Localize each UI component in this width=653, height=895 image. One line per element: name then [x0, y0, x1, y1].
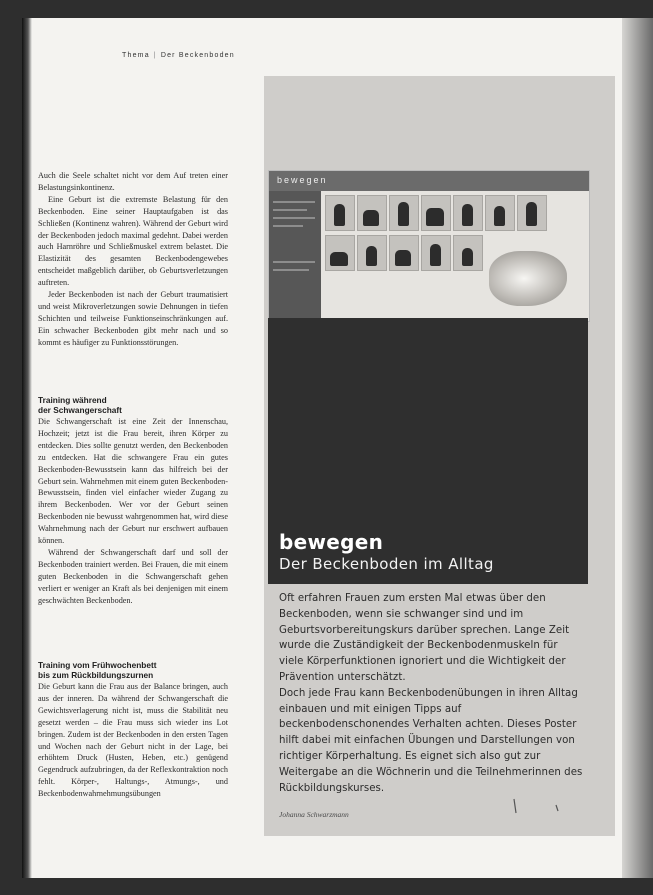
poster-text-line: [273, 225, 303, 227]
exercise-figure: [517, 195, 547, 231]
poster-sidebar: [269, 191, 321, 321]
section-1-paragraph-2: Während der Schwangerschaft darf und soll der Beckenboden trainiert werden. Bei Frauen, die mit einem guten Beckenboden in die Schwangerschaft gehen verliert er weniger an Kraft als bei denjenigen mit einem geschwächten Beckenboden.: [38, 547, 228, 605]
feature-body-paragraph-2: Doch jede Frau kann Beckenbodenübungen in ihren Alltag einbauen und mit einigen Tipps auf beckenbodenschonendes Verhalten achten. Dieses Poster hilft dabei mit einfachen Übungen und Darstellungen von richtiger Körperhaltung. Es eignet sich also gut zur Weitergabe an die Wöchnerin und die Teilnehmerinnen des Rückbildungskurses.: [279, 687, 583, 794]
header-separator: |: [153, 52, 157, 59]
feature-body: [279, 591, 584, 796]
section-2-paragraph-1: Die Geburt kann die Frau aus der Balance bringen, auch aus der inneren. Da während der Schwangerschaft die Gewichtsverlagerung nicht ist, muss die Stabilität neu gesetzt werden – die Frau muss sich wieder ins Lot bringen. Zudem ist der Beckenboden in den ersten Tagen und Wochen nach der Geburt nicht in der Lage, bei erhöhtem Druck (Husten, Heben, etc.) genügend Gegendruck aufzubringen, da der Reflexkontraktion noch fehlt. Körper-, Haltungs-, Atmungs-, und Beckenbodenwahrnehmungsübungen: [38, 682, 228, 799]
feature-title: bewegen: [279, 530, 384, 554]
feature-signature: Johanna Schwarzmann: [279, 810, 349, 819]
poster-title: bewegen: [277, 175, 328, 185]
header-section: Thema: [122, 52, 150, 59]
section-1-heading: [38, 395, 228, 415]
poster-text-line: [273, 201, 315, 203]
intro-paragraph-1: Auch die Seele schaltet nicht vor dem Auf treten einer Belastungsinkontinenz.: [38, 171, 228, 192]
exercise-figure: [453, 195, 483, 231]
exercise-figure: [357, 235, 387, 271]
section-1-heading-line-2: der Schwangerschaft: [38, 405, 122, 415]
exercise-figure: [325, 195, 355, 231]
exercise-figure: [389, 195, 419, 231]
exercise-figure: [389, 235, 419, 271]
intro-paragraph-2: Eine Geburt ist die extremste Belastung für den Beckenboden. Eine seiner Hauptaufgaben ist das Schließen (Kontinenz wahren). Während der Geburt wird der Beckenboden jedoch maximal gedehnt. Dabei werden auch Harnröhre und Schließmuskel extrem belastet. Die Elastizität des gesamten Beckenbodengewebes entscheidet maßgeblich darüber, ob Geburtsverletzungen auftreten.: [38, 194, 228, 288]
exercise-figure: [453, 235, 483, 271]
poster-text-line: [273, 261, 315, 263]
scan-marks: [512, 795, 562, 817]
exercise-figure: [357, 195, 387, 231]
exercise-figure: [421, 195, 451, 231]
feature-body-paragraph-1: Oft erfahren Frauen zum ersten Mal etwas über den Beckenboden, wenn sie schwanger sind und im Geburtsvorbereitungskurs darüber sprechen. Lange Zeit wurde die Zuständigkeit der Beckenbodenmuskeln für viele Körperfunktionen ignoriert und die Wichtigkeit der Prävention unterschätzt.: [279, 593, 570, 683]
feature-subtitle: Der Beckenboden im Alltag: [279, 555, 494, 573]
intro-paragraph-3: Jeder Beckenboden ist nach der Geburt traumatisiert und weist Mikroverletzungen sowie Dehnungen in tiefen Schichten und teilweise Funktionseinschränkungen auf. Ein schwacher Beckenboden gibt mehr nach und so kommt es häufiger zu Funktionsstörungen.: [38, 290, 228, 347]
section-1-heading-line-1: Training während: [38, 395, 107, 405]
poster-text-line: [273, 209, 307, 211]
exercise-figure: [421, 235, 451, 271]
binding-gutter: [22, 18, 32, 878]
left-column-section-2: [38, 660, 228, 800]
running-header: [122, 52, 235, 59]
left-column-intro: [38, 170, 228, 349]
page-edge-shadow: [622, 18, 653, 878]
pelvis-illustration: [489, 251, 567, 306]
poster-thumbnail: [268, 170, 590, 322]
section-1-paragraph-1: Die Schwangerschaft ist eine Zeit der Innenschau, Hochzeit; jetzt ist die Frau bereit, ihren Körper zu entdecken. Dies sollte genutzt werden, den Beckenboden zu entdecken. Hat die schwangere Frau ein gutes Beckenboden-Bewusstsein kann das hilfreich bei der Geburt sein. Wahrnehmen mit einem guten Beckenboden-Bewusstsein, finden viel einfacher wieder Zugang zu ihrem Beckenboden. Wer vor der Geburt seinen Beckenboden nie bewusst wahrgenommen hat, wird diese Wahrnehmung nach der Geburt nur erschwert aufbauen können.: [38, 417, 228, 546]
exercise-figure: [325, 235, 355, 271]
poster-text-line: [273, 269, 309, 271]
exercise-figure: [485, 195, 515, 231]
section-2-heading-line-2: bis zum Rückbildungszurnen: [38, 670, 154, 680]
section-2-heading: [38, 660, 228, 680]
section-2-heading-line-1: Training vom Frühwochenbett: [38, 660, 157, 670]
left-column-section-1: [38, 395, 228, 607]
header-topic: Der Beckenboden: [160, 52, 235, 59]
poster-text-line: [273, 217, 315, 219]
